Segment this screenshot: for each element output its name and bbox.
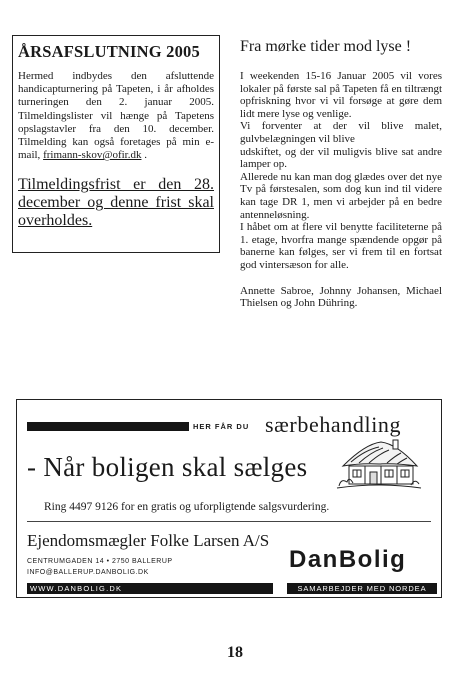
announcement-text: Hermed indbydes den afsluttende handicapturnering på Tapeten, i år afholdes turneringen den 2. januar 2005. Tilmeldingslister vil hænge på Tapetens opslagstavler fra den 10. december. Tilmelding kan også foretages på min e-mail, bbox=[18, 70, 214, 162]
announcement-end: . bbox=[141, 149, 147, 162]
ad-tagline bbox=[27, 414, 437, 436]
ad-address bbox=[27, 557, 173, 578]
danbolig-advertisement bbox=[16, 399, 442, 598]
article-paragraph: I weekenden 15-16 Januar 2005 vil vores lokaler på første sal på Tapeten få en tiltrængt opfriskning hvor vi vil forsøge at gøre dem lidt mere lyse og venlige. bbox=[240, 70, 442, 120]
ad-company-name: Ejendomsmægler Folke Larsen A/S bbox=[27, 531, 270, 550]
ad-black-bar bbox=[27, 422, 189, 431]
ad-email[interactable]: INFO@BALLERUP.DANBOLIG.DK bbox=[27, 568, 149, 576]
article-paragraph: udskiftet, og der vil muligvis blive sat andre lamper op. bbox=[240, 145, 442, 171]
danbolig-logo: DanBolig bbox=[289, 546, 407, 573]
ad-website-link[interactable]: WWW.DANBOLIG.DK bbox=[27, 583, 273, 594]
article-title: Fra mørke tider mod lyse ! bbox=[240, 38, 412, 55]
ad-headline: - Når boligen skal sælges bbox=[27, 452, 308, 482]
ad-tagline-large: særbehandling bbox=[265, 412, 402, 437]
ad-street-address: CENTRUMGADEN 14 • 2750 BALLERUP bbox=[27, 558, 173, 565]
announcement-body bbox=[18, 70, 214, 162]
article-paragraph: Vi forventer at der vil blive malet, gulvbelægningen vil blive bbox=[240, 120, 442, 145]
deadline-notice: Tilmeldingsfrist er den 28. december og denne frist skal overholdes. bbox=[18, 176, 214, 230]
email-link[interactable]: frimann-skov@ofir.dk bbox=[43, 149, 142, 162]
ad-divider bbox=[27, 521, 431, 522]
announcement-box bbox=[12, 35, 220, 253]
announcement-title: ÅRSAFSLUTNING 2005 bbox=[18, 42, 200, 61]
house-illustration-icon bbox=[335, 436, 423, 494]
ad-partner-bar: SAMARBEJDER MED NORDEA bbox=[287, 583, 437, 594]
article-paragraph: Allerede nu kan man dog glædes over det nye Tv på førstesalen, som dog kun ind til videre kan tage DR 1, men vi arbejder på en bedre antenneløsning. bbox=[240, 170, 442, 221]
page-number: 18 bbox=[227, 644, 243, 661]
ad-tagline-small: HER FÅR DU bbox=[193, 422, 250, 431]
article-paragraph: I håbet om at flere vil benytte faciliteterne på 1. etage, hvorfra mange spændende opgør på banerne kan følges, ser vi frem til en fortsat god vintersæson for alle. bbox=[240, 221, 442, 271]
article-signature: Annette Sabroe, Johnny Johansen, Michael Thielsen og John Dühring. bbox=[240, 284, 442, 310]
ad-call-to-action: Ring 4497 9126 for en gratis og uforpligtende salgsvurdering. bbox=[44, 501, 330, 513]
article-body bbox=[240, 70, 442, 310]
article bbox=[240, 38, 442, 310]
